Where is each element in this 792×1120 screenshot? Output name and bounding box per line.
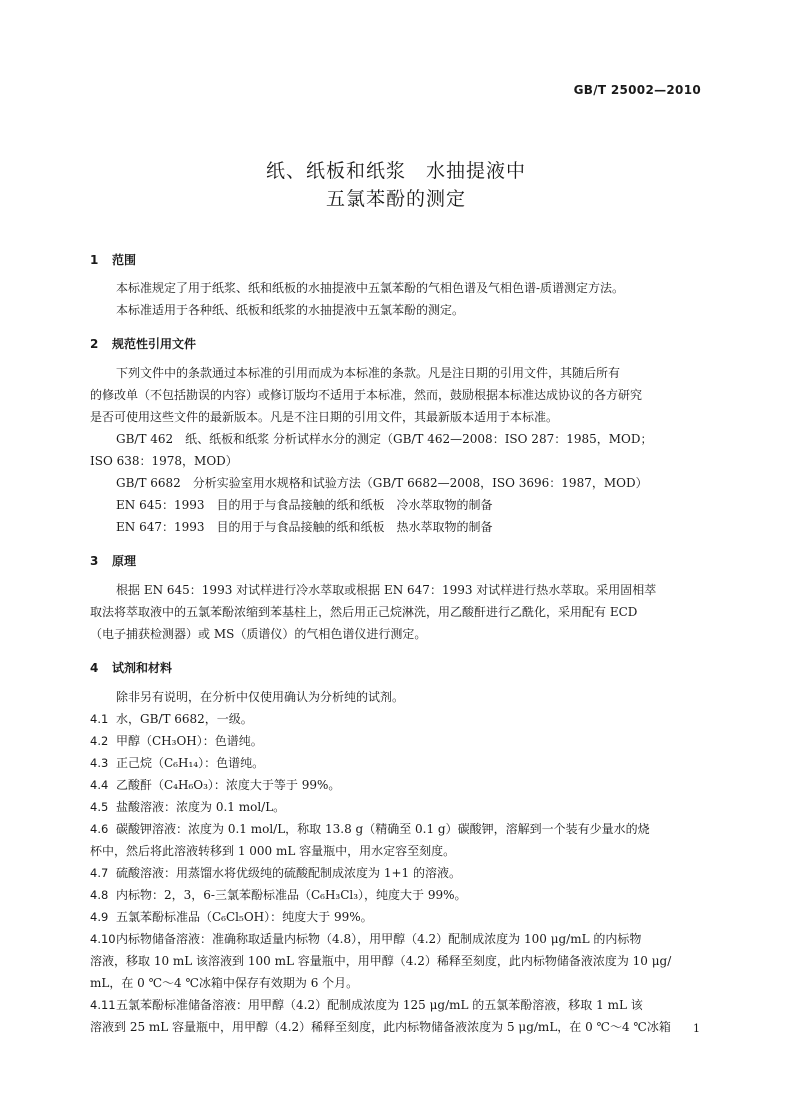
item-number: 4.5 — [90, 800, 109, 814]
item-text: 溶液到 25 mL 容量瓶中，用甲醇（4.2）稀释至刻度，此内标物储备液浓度为 5 μg/mL，在 0 ℃～4 ℃冰箱 — [90, 1020, 671, 1034]
section-heading-principle — [90, 552, 136, 569]
item-text: 杯中，然后将此溶液转移到 1 000 mL 容量瓶中，用水定容至刻度。 — [90, 844, 456, 858]
reagent-item-continuation — [90, 953, 702, 969]
item-text: 甲醇（CH₃OH）：色谱纯。 — [116, 734, 263, 748]
item-text: 内标物储备溶液：准确称取适量内标物（4.8），用甲醇（4.2）配制成浓度为 100 μg/mL 的内标物 — [116, 932, 642, 946]
item-number: 4.9 — [90, 910, 109, 924]
reagent-item — [90, 755, 702, 771]
reagent-item — [90, 777, 702, 793]
reagent-item — [90, 997, 702, 1013]
section-heading-reagents — [90, 659, 172, 676]
section-number: 2 — [90, 337, 99, 351]
item-number: 4.10 — [90, 932, 116, 946]
paragraph-line: 是否可使用这些文件的最新版本。凡是不注日期的引用文件，其最新版本适用于本标准。 — [90, 410, 559, 424]
section-title: 规范性引用文件 — [112, 337, 197, 351]
reagent-item-continuation — [90, 1019, 702, 1035]
item-text: 乙酸酐（C₄H₆O₃）：浓度大于等于 99%。 — [116, 778, 341, 792]
section-title: 范围 — [112, 253, 137, 267]
item-text: 五氯苯酚标准储备溶液：用甲醇（4.2）配制成浓度为 125 μg/mL 的五氯苯酚溶液，移取 1 mL 该 — [116, 998, 643, 1012]
section-number: 3 — [90, 554, 99, 568]
section-number: 4 — [90, 661, 99, 675]
paragraph-line: 下列文件中的条款通过本标准的引用而成为本标准的条款。凡是注日期的引用文件，其随后所有 — [116, 366, 621, 380]
item-text: 硫酸溶液：用蒸馏水将优级纯的硫酸配制成浓度为 1+1 的溶液。 — [116, 866, 461, 880]
document-title-line2: 五氯苯酚的测定 — [325, 188, 466, 210]
reference-line: GB/T 6682 分析实验室用水规格和试验方法（GB/T 6682—2008，ISO 3696：1987，MOD） — [116, 476, 648, 490]
item-text: 碳酸钾溶液：浓度为 0.1 mol/L，称取 13.8 g（精确至 0.1 g）碳酸钾，溶解到一个装有少量水的烧 — [116, 822, 650, 836]
section-number: 1 — [90, 253, 99, 267]
section-title: 原理 — [112, 554, 137, 568]
document-title-line1: 纸、纸板和纸浆 水抽提液中 — [265, 160, 526, 182]
paragraph-line: 本标准适用于各种纸、纸板和纸浆的水抽提液中五氯苯酚的测定。 — [116, 303, 465, 317]
reference-line: GB/T 462 纸、纸板和纸浆 分析试样水分的测定（GB/T 462—2008：ISO 287：1985，MOD； — [116, 432, 653, 446]
item-number: 4.4 — [90, 778, 109, 792]
page-number: 1 — [693, 1022, 700, 1035]
reference-line: ISO 638：1978，MOD） — [90, 454, 238, 468]
paragraph-line: 的修改单（不包括勘误的内容）或修订版均不适用于本标准，然而，鼓励根据本标准达成协议的各方研究 — [90, 388, 643, 402]
paragraph-line: 本标准规定了用于纸浆、纸和纸板的水抽提液中五氯苯酚的气相色谱及气相色谱-质谱测定方法。 — [116, 281, 625, 295]
reagent-item — [90, 887, 702, 903]
item-text: 正己烷（C₆H₁₄）：色谱纯。 — [116, 756, 265, 770]
item-text: 五氯苯酚标准品（C₆Cl₅OH）：纯度大于 99%。 — [116, 910, 373, 924]
reagent-item — [90, 799, 702, 815]
item-number: 4.3 — [90, 756, 109, 770]
item-number: 4.8 — [90, 888, 109, 902]
reagent-item — [90, 733, 702, 749]
item-text: mL，在 0 ℃～4 ℃冰箱中保存有效期为 6 个月。 — [90, 976, 359, 990]
section-heading-normative-references — [90, 335, 196, 352]
item-number: 4.1 — [90, 712, 109, 726]
reference-line: EN 647：1993 目的用于与食品接触的纸和纸板 热水萃取物的制备 — [116, 520, 493, 534]
item-text: 溶液，移取 10 mL 该溶液到 100 mL 容量瓶中，用甲醇（4.2）稀释至刻度，此内标物储备液浓度为 10 μg/ — [90, 954, 672, 968]
item-number: 4.2 — [90, 734, 109, 748]
reagent-item — [90, 909, 702, 925]
paragraph-line: 取法将萃取液中的五氯苯酚浓缩到苯基柱上，然后用正己烷淋洗，用乙酸酐进行乙酰化，采用配有 ECD — [90, 605, 638, 619]
paragraph-line: 除非另有说明，在分析中仅使用确认为分析纯的试剂。 — [116, 690, 405, 704]
reagent-item — [90, 821, 702, 837]
section-title: 试剂和材料 — [112, 661, 173, 675]
standard-code: GB/T 25002—2010 — [573, 83, 701, 97]
item-number: 4.7 — [90, 866, 109, 880]
item-text: 盐酸溶液：浓度为 0.1 mol/L。 — [116, 800, 286, 814]
item-number: 4.11 — [90, 998, 116, 1012]
paragraph-line: （电子捕获检测器）或 MS（质谱仪）的气相色谱仪进行测定。 — [90, 627, 427, 641]
reagent-item-continuation — [90, 975, 702, 991]
reagent-item-continuation — [90, 843, 702, 859]
reagent-item — [90, 931, 702, 947]
paragraph-line: 根据 EN 645：1993 对试样进行冷水萃取或根据 EN 647：1993 对试样进行热水萃取。采用固相萃 — [116, 583, 657, 597]
reference-line: EN 645：1993 目的用于与食品接触的纸和纸板 冷水萃取物的制备 — [116, 498, 493, 512]
section-heading-scope — [90, 251, 136, 268]
item-text: 内标物：2，3，6-三氯苯酚标准品（C₆H₃Cl₃），纯度大于 99%。 — [116, 888, 467, 902]
item-number: 4.6 — [90, 822, 109, 836]
reagent-item — [90, 865, 702, 881]
item-text: 水，GB/T 6682，一级。 — [116, 712, 253, 726]
reagent-item — [90, 711, 702, 727]
